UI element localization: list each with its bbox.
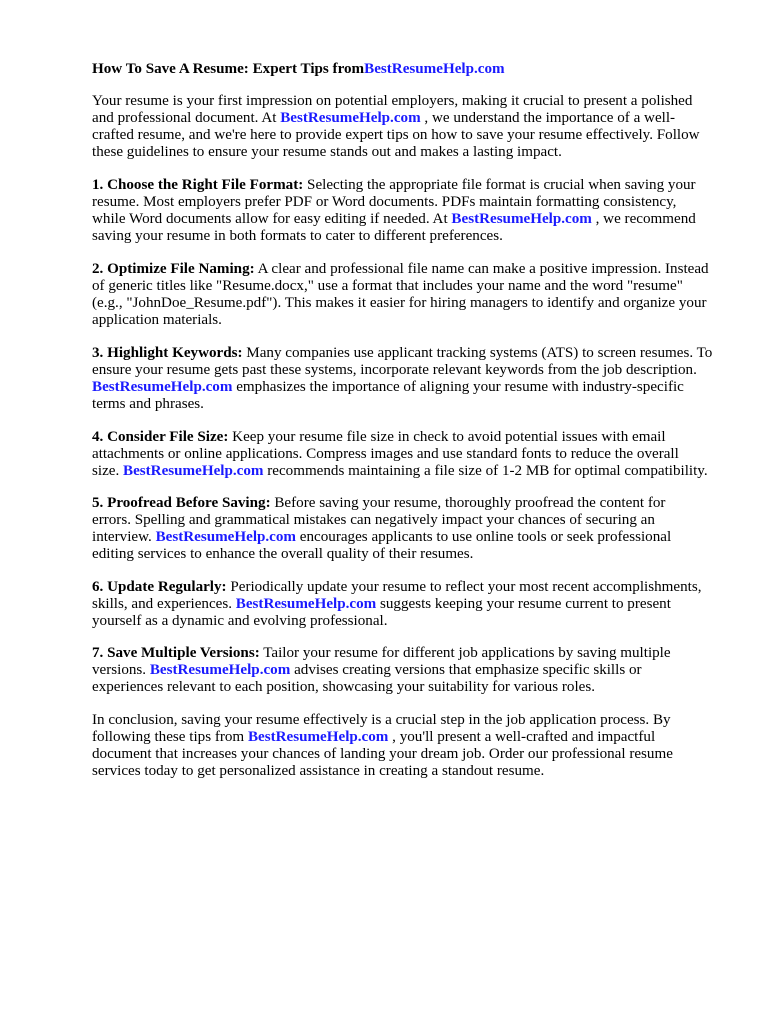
text-span: Before saving your resume, thoroughly proofread the content for xyxy=(270,495,666,511)
bestresumehelp-link[interactable]: BestResumeHelp.com xyxy=(92,379,233,395)
tip-heading: 4. Consider File Size: xyxy=(92,429,229,445)
text-line xyxy=(92,211,742,228)
text-line: crafted resume, and we're here to provide expert tips on how to save your resume effectively. Follow xyxy=(92,127,700,143)
text-line xyxy=(92,596,742,613)
intro-paragraph xyxy=(92,93,742,161)
bestresumehelp-link[interactable]: BestResumeHelp.com xyxy=(451,211,592,227)
text-line xyxy=(92,379,742,396)
tip-5-paragraph xyxy=(92,495,742,563)
text-line xyxy=(92,177,742,194)
text-line xyxy=(92,463,742,480)
text-span: recommends maintaining a file size of 1-2 MB for optimal compatibility. xyxy=(263,463,708,479)
text-line: these guidelines to ensure your resume stands out and makes a lasting impact. xyxy=(92,144,562,160)
conclusion-paragraph xyxy=(92,712,742,780)
title-link[interactable]: BestResumeHelp.com xyxy=(364,61,505,77)
text-span: suggests keeping your resume current to present xyxy=(376,596,671,612)
tip-heading: 2. Optimize File Naming: xyxy=(92,261,255,277)
text-line: Your resume is your first impression on potential employers, making it crucial to present a polished xyxy=(92,93,693,109)
text-span: Many companies use applicant tracking systems (ATS) to screen resumes. To xyxy=(242,345,713,361)
text-span: advises creating versions that emphasize specific skills or xyxy=(290,662,642,678)
tip-6-paragraph xyxy=(92,579,742,630)
text-line: application materials. xyxy=(92,312,222,328)
text-line: experiences relevant to each position, showcasing your suitability for various roles. xyxy=(92,679,595,695)
tip-2-paragraph xyxy=(92,261,742,329)
text-line xyxy=(92,110,742,127)
text-span: Periodically update your resume to reflect your most recent accomplishments, xyxy=(226,579,702,595)
bestresumehelp-link[interactable]: BestResumeHelp.com xyxy=(247,729,389,745)
text-line: services today to get personalized assistance in creating a standout resume. xyxy=(92,763,545,779)
text-line xyxy=(92,662,742,679)
text-span: following these tips from xyxy=(92,729,248,745)
text-span: Keep your resume file size in check to avoid potential issues with email xyxy=(228,429,666,445)
text-line xyxy=(92,529,742,546)
text-line xyxy=(92,495,742,512)
text-span: and professional document. At xyxy=(92,110,281,126)
tip-heading: 5. Proofread Before Saving: xyxy=(92,495,271,511)
tip-heading: 7. Save Multiple Versions: xyxy=(92,645,260,661)
text-span: A clear and professional file name can make a positive impression. Instead xyxy=(254,261,709,277)
text-line: yourself as a dynamic and evolving professional. xyxy=(92,613,388,629)
text-line xyxy=(92,579,742,596)
text-line: saving your resume in both formats to cater to different preferences. xyxy=(92,228,503,244)
text-line xyxy=(92,645,742,662)
text-line: editing services to enhance the overall quality of their resumes. xyxy=(92,546,474,562)
text-line: (e.g., "JohnDoe_Resume.pdf"). This makes it easier for hiring managers to identify and organize your xyxy=(92,295,707,311)
text-line: attachments or online applications. Compress images and use standard fonts to reduce the overall xyxy=(92,446,679,462)
text-line xyxy=(92,345,742,362)
text-span: encourages applicants to use online tools or seek professional xyxy=(296,529,672,545)
tip-3-paragraph xyxy=(92,345,742,413)
bestresumehelp-link[interactable]: BestResumeHelp.com xyxy=(149,662,291,678)
text-span: Selecting the appropriate file format is crucial when saving your xyxy=(303,177,696,193)
text-span: skills, and experiences. xyxy=(92,596,236,612)
text-line: document that increases your chances of landing your dream job. Order our professional resume xyxy=(92,746,673,762)
text-span: , you'll present a well-crafted and impactful xyxy=(388,729,656,745)
tip-heading: 3. Highlight Keywords: xyxy=(92,345,243,361)
tip-7-paragraph xyxy=(92,645,742,696)
title-text: How To Save A Resume: Expert Tips from xyxy=(92,61,365,77)
text-span: Tailor your resume for different job applications by saving multiple xyxy=(259,645,671,661)
text-line: terms and phrases. xyxy=(92,396,204,412)
bestresumehelp-link[interactable]: BestResumeHelp.com xyxy=(235,596,377,612)
text-line: errors. Spelling and grammatical mistakes can negatively impact your chances of securing an xyxy=(92,512,655,528)
tip-4-paragraph xyxy=(92,429,742,480)
tip-1-paragraph xyxy=(92,177,742,245)
text-line: of generic titles like "Resume.docx," use a format that includes your name and the word "resume" xyxy=(92,278,683,294)
text-line: ensure your resume gets past these systems, incorporate relevant keywords from the job description. xyxy=(92,362,697,378)
text-line xyxy=(92,729,742,746)
text-span: , we understand the importance of a well- xyxy=(420,110,676,126)
text-line: In conclusion, saving your resume effectively is a crucial step in the job application process. By xyxy=(92,712,671,728)
text-span: interview. xyxy=(92,529,156,545)
text-line: resume. Most employers prefer PDF or Word documents. PDFs maintain formatting consistency, xyxy=(92,194,677,210)
bestresumehelp-link[interactable]: BestResumeHelp.com xyxy=(155,529,297,545)
page-title xyxy=(92,61,505,78)
tip-heading: 1. Choose the Right File Format: xyxy=(92,177,304,193)
text-line xyxy=(92,261,742,278)
text-span: , we recommend xyxy=(591,211,696,227)
text-span: while Word documents allow for easy editing if needed. At xyxy=(92,211,452,227)
text-line xyxy=(92,429,742,446)
text-span: size. xyxy=(92,463,124,479)
text-span: versions. xyxy=(92,662,150,678)
tip-heading: 6. Update Regularly: xyxy=(92,579,227,595)
bestresumehelp-link[interactable]: BestResumeHelp.com xyxy=(123,463,264,479)
bestresumehelp-link[interactable]: BestResumeHelp.com xyxy=(280,110,421,126)
text-span: emphasizes the importance of aligning your resume with industry-specific xyxy=(232,379,684,395)
